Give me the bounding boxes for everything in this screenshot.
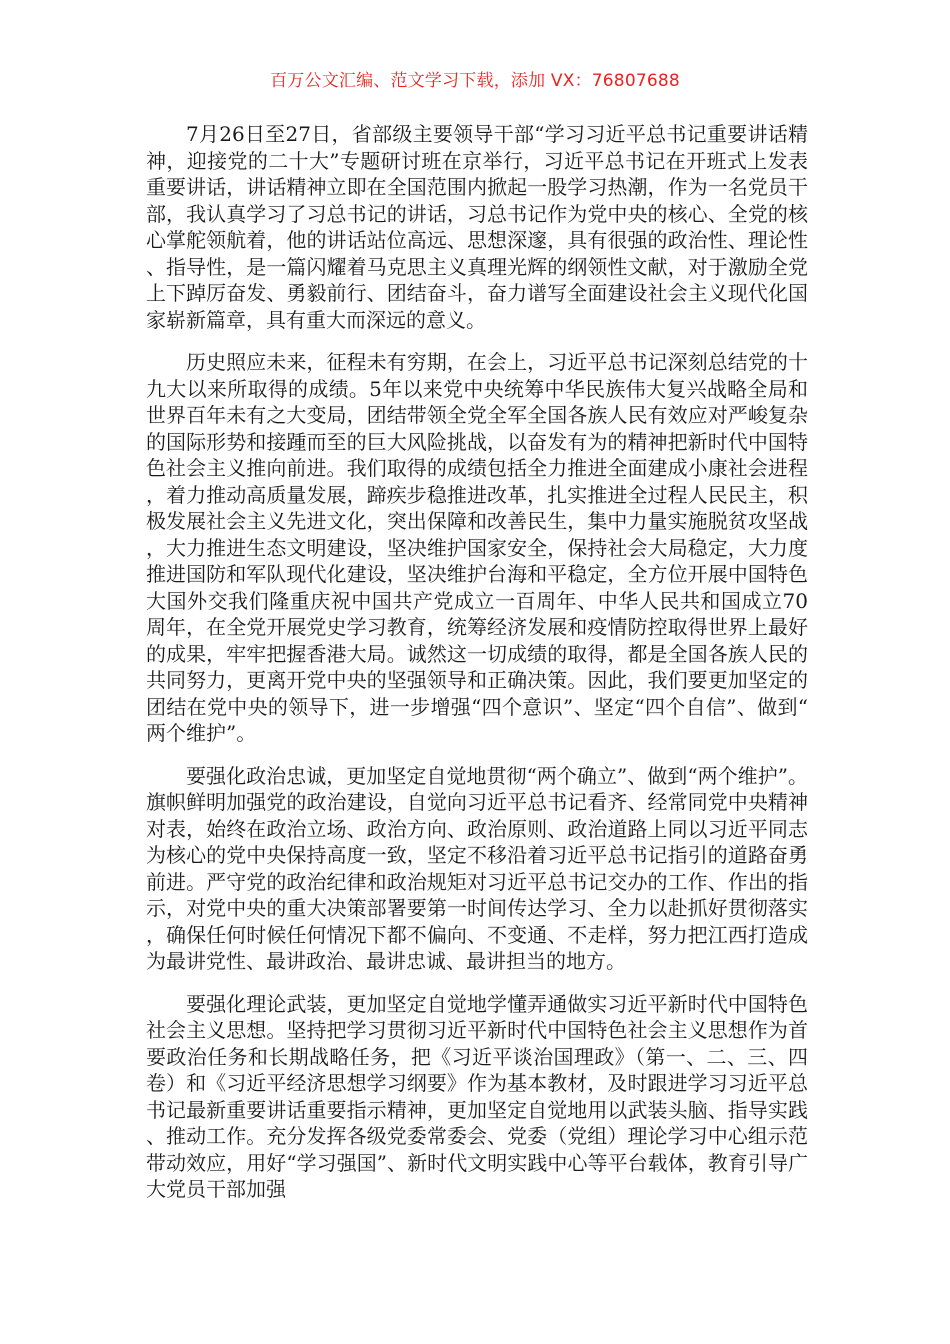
watermark-header: 百万公文汇编、范文学习下载，添加 VX：76807688 (270, 71, 680, 91)
document-body (146, 121, 808, 1219)
paragraph-1: 7月26日至27日，省部级主要领导干部“学习习近平总书记重要讲话精神，迎接党的二十大”专题研讨班在京举行，习近平总书记在开班式上发表重要讲话，讲话精神立即在全国范围内掀起一股学习热潮，作为一名党员干部，我认真学习了习总书记的讲话，习总书记作为党中央的核心、全党的核心掌舵领航着，他的讲话站位高远、思想深邃，具有很强的政治性、理论性、指导性，是一篇闪耀着马克思主义真理光辉的纲领性文献，对于激励全党上下踔厉奋发、勇毅前行、团结奋斗，奋力谱写全面建设社会主义现代化国家崭新篇章，具有重大而深远的意义。 (146, 122, 808, 332)
paragraph-3: 要强化政治忠诚，更加坚定自觉地贯彻“两个确立”、做到“两个维护”。旗帜鲜明加强党的政治建设，自觉向习近平总书记看齐、经常同党中央精神对表，始终在政治立场、政治方向、政治原则、政治道路上同以习近平同志为核心的党中央保持高度一致，坚定不移沿着习近平总书记指引的道路奋勇前进。严守党的政治纪律和政治规矩对习近平总书记交办的工作、作出的指示，对党中央的重大决策部署要第一时间传达学习、全力以赴抓好贯彻落实，确保任何时候任何情况下都不偏向、不变通、不走样，努力把江西打造成为最讲党性、最讲政治、最讲忠诚、最讲担当的地方。 (146, 763, 808, 973)
paragraph-2: 历史照应未来，征程未有穷期，在会上，习近平总书记深刻总结党的十九大以来所取得的成绩。5年以来党中央统筹中华民族伟大复兴战略全局和世界百年未有之大变局，团结带领全党全军全国各族人民有效应对严峻复杂的国际形势和接踵而至的巨大风险挑战，以奋发有为的精神把新时代中国特色社会主义推向前进。我们取得的成绩包括全力推进全面建成小康社会进程，着力推动高质量发展，蹄疾步稳推进改革，扎实推进全过程人民民主，积极发展社会主义先进文化，突出保障和改善民生，集中力量实施脱贫攻坚战，大力推进生态文明建设，坚决维护国家安全，保持社会大局稳定，大力度推进国防和军队现代化建设，坚决维护台海和平稳定，全方位开展中国特色大国外交我们隆重庆祝中国共产党成立一百周年、中华人民共和国成立70周年，在全党开展党史学习教育，统筹经济发展和疫情防控取得世界上最好的成果，牢牢把握香港大局。诚然这一切成绩的取得，都是全国各族人民的共同努力，更离开党中央的坚强领导和正确决策。因此，我们要更加坚定的团结在党中央的领导下，进一步增强“四个意识”、坚定“四个自信”、做到“两个维护”。 (146, 350, 808, 745)
paragraph-4: 要强化理论武装，更加坚定自觉地学懂弄通做实习近平新时代中国特色社会主义思想。坚持把学习贯彻习近平新时代中国特色社会主义思想作为首要政治任务和长期战略任务，把《习近平谈治国理政》（第一、二、三、四卷）和《习近平经济思想学习纲要》作为基本教材，及时跟进学习习近平总书记最新重要讲话重要指示精神，更加坚定自觉地用以武装头脑、指导实践、推动工作。充分发挥各级党委常委会、党委（党组）理论学习中心组示范带动效应，用好“学习强国”、新时代文明实践中心等平台载体，教育引导广大党员干部加强 (146, 991, 808, 1201)
